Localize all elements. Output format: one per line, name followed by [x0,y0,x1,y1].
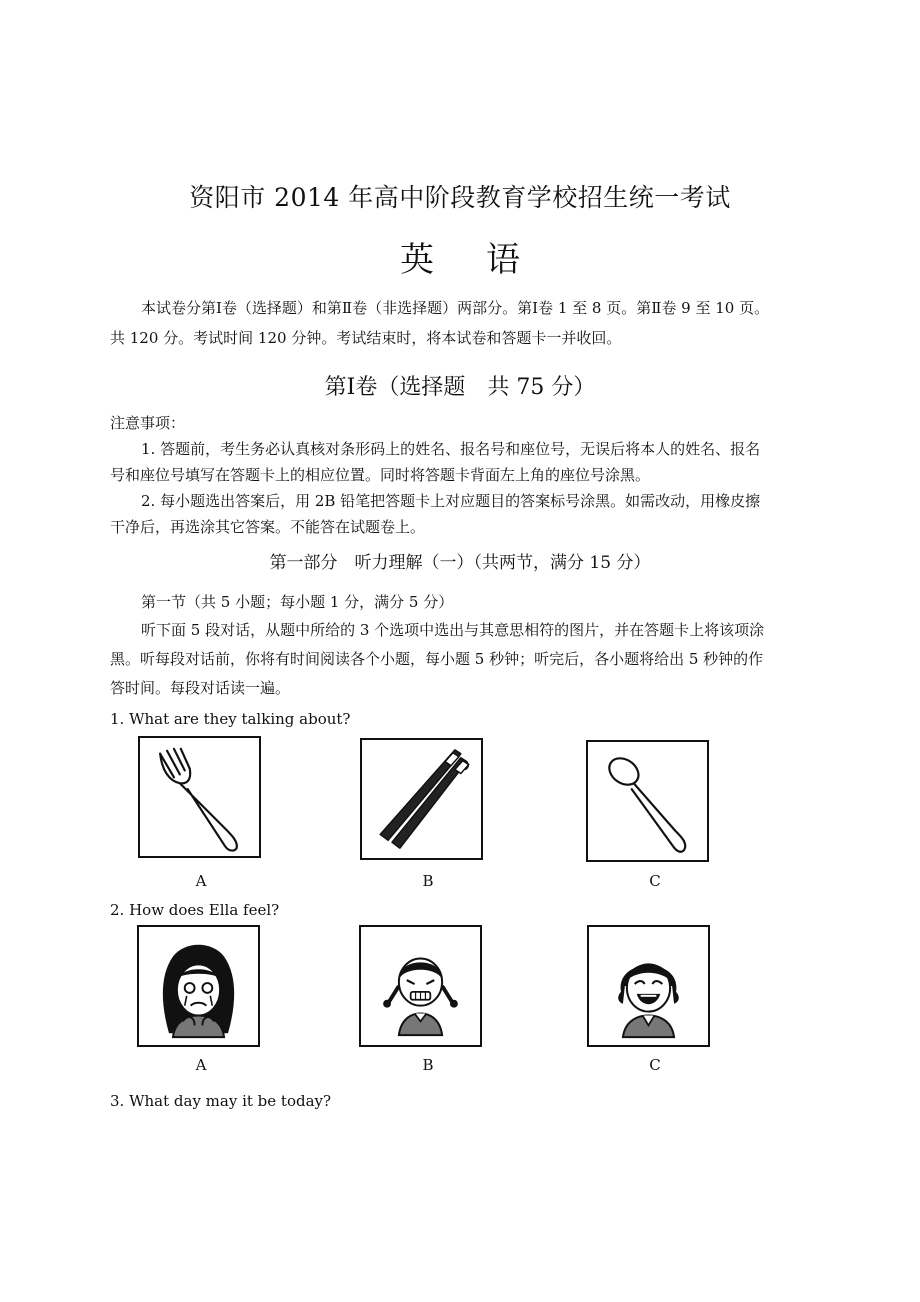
question-1-option-b-label: B [422,872,434,890]
fork-icon [140,738,259,856]
question-1-option-a-image [138,736,261,858]
part1-title: 第Ⅰ卷（选择题 共 75 分） [324,375,596,400]
subject-char-1: 英 [400,240,434,280]
angry-girl-icon [361,927,480,1045]
question-1-option-c-label: C [649,872,661,890]
question-2-option-b-image [359,925,482,1047]
crying-girl-icon [139,927,258,1045]
question-3-text: 3. What day may it be today? [110,1092,332,1110]
listening-instr-line-3: 答时间。每段对话读一遍。 [110,679,291,697]
question-1-option-a-label: A [195,872,207,890]
listening-instr-line-1: 听下面 5 段对话，从题中所给的 3 个选项中选出与其意思相符的图片，并在答题卡上将该项涂 [141,621,765,639]
intro-line-1: 本试卷分第Ⅰ卷（选择题）和第Ⅱ卷（非选择题）两部分。第Ⅰ卷 1 至 8 页。第Ⅱ卷 9 至 10 页。 [141,299,770,317]
listening-instr-line-2: 黑。听每段对话前，你将有时间阅读各个小题，每小题 5 秒钟；听完后，各小题将给出 5 秒钟的作 [110,650,764,668]
intro-line-2: 共 120 分。考试时间 120 分钟。考试结束时，将本试卷和答题卡一并收回。 [110,329,622,347]
listening-subsection: 第一节（共 5 小题；每小题 1 分，满分 5 分） [141,593,454,611]
listening-section-title: 第一部分 听力理解（一）（共两节，满分 15 分） [269,553,651,573]
question-2-option-b-label: B [422,1056,434,1074]
question-2-text: 2. How does Ella feel? [110,901,280,919]
question-2-option-a-label: A [195,1056,207,1074]
question-1-option-c-image [586,740,709,862]
question-2-option-c-image [587,925,710,1047]
exam-title: 资阳市 2014 年高中阶段教育学校招生统一考试 [189,183,731,212]
notice-2-line-1: 2. 每小题选出答案后，用 2B 铅笔把答题卡上对应题目的答案标号涂黑。如需改动，用橡皮擦 [141,492,761,510]
chopsticks-icon [362,740,481,858]
notice-1-line-1: 1. 答题前，考生务必认真核对条形码上的姓名、报名号和座位号，无误后将本人的姓名、报名 [141,440,761,458]
subject-char-2: 语 [486,240,520,280]
question-2-option-a-image [137,925,260,1047]
question-2-option-c-label: C [649,1056,661,1074]
question-1-option-b-image [360,738,483,860]
question-1-text: 1. What are they talking about? [110,710,351,728]
notice-2-line-2: 干净后，再选涂其它答案。不能答在试题卷上。 [110,518,426,536]
spoon-icon [588,742,707,860]
notice-heading: 注意事项： [110,414,186,432]
happy-girl-icon [589,927,708,1045]
notice-1-line-2: 号和座位号填写在答题卡上的相应位置。同时将答题卡背面左上角的座位号涂黑。 [110,466,651,484]
subject-title [0,232,920,281]
